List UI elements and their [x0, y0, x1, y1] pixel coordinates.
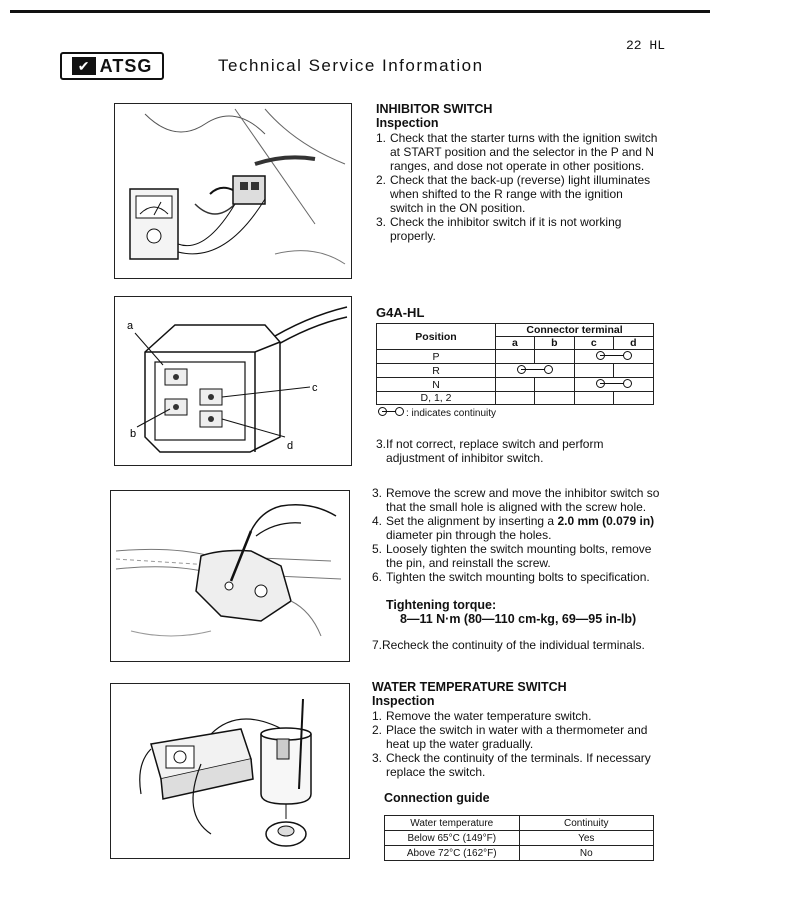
continuity-symbol-icon [594, 350, 634, 360]
table-row [377, 392, 654, 405]
connector-continuity-table [376, 323, 654, 405]
position-cell: D, 1, 2 [377, 392, 496, 405]
continuity-legend: : indicates continuity [376, 406, 658, 419]
position-cell: N [377, 378, 496, 392]
continuity-cell: Yes [519, 831, 654, 846]
list-item: 2. Place the switch in water with a thermometer and heat up the water gradually. [372, 723, 648, 751]
terminal-label-c: c [312, 382, 318, 394]
list-item: 3. Check the continuity of the terminals. If necessary replace the switch. [372, 751, 651, 779]
section-heading-inhibitor-switch: INHIBITOR SWITCH [376, 102, 493, 116]
connector-illustration [115, 297, 350, 464]
list-item: 2. Check that the back-up (reverse) light illuminates when shifted to the R range with the ignition switch in the ON position. [376, 173, 651, 215]
model-heading: G4A-HL [376, 305, 425, 320]
figure-inhibitor-tester [114, 103, 352, 279]
table-row [385, 846, 654, 861]
continuity-a-b [496, 364, 575, 378]
list-item: 4. Set the alignment by inserting a 2.0 mm (0.079 in) diameter pin through the holes. [372, 514, 655, 542]
continuity-symbol-icon [515, 364, 555, 374]
list-item: 3. Check the inhibitor switch if it is not working properly. [376, 215, 622, 243]
tester-illustration [115, 104, 350, 277]
position-cell: P [377, 350, 496, 364]
terminal-header: Connector terminal [496, 324, 654, 337]
connection-guide-table [384, 815, 654, 861]
table-row [385, 831, 654, 846]
pin-diameter-spec: 2.0 mm (0.079 in) [557, 514, 655, 528]
top-rule [10, 10, 710, 13]
connection-guide-heading: Connection guide [384, 791, 490, 805]
inhibitor-inspection-steps [376, 131, 658, 243]
list-item: 3. If not correct, replace switch and perform adjustment of inhibitor switch. [376, 437, 604, 465]
water-temp-inspection-steps [372, 709, 660, 779]
figure-connector-terminals [114, 296, 352, 466]
water-temp-illustration [111, 684, 348, 857]
terminal-label-a: a [127, 320, 134, 332]
continuity-symbol-icon [376, 406, 406, 416]
position-header: Position [377, 324, 496, 350]
position-cell: R [377, 364, 496, 378]
continuity-c-d [574, 350, 653, 364]
list-item: 7. Recheck the continuity of the individual terminals. [372, 638, 645, 652]
list-item: 1. Remove the water temperature switch. [372, 709, 592, 723]
table-row [377, 364, 654, 378]
table-row [377, 350, 654, 364]
terminal-c-header: c [574, 337, 613, 350]
alignment-illustration [111, 491, 348, 660]
torque-heading: Tightening torque: [386, 598, 497, 612]
terminal-a-header: a [496, 337, 535, 350]
list-item: 5. Loosely tighten the switch mounting bolts, remove the pin, and reinstall the screw. [372, 542, 652, 570]
terminal-d-header: d [613, 337, 653, 350]
logo-checkmark-icon: ✔ [72, 57, 96, 75]
list-item: 3. Remove the screw and move the inhibitor switch so that the small hole is aligned with the screw hole. [372, 486, 660, 514]
atsg-logo [60, 52, 164, 80]
temperature-cell: Above 72°C (162°F) [385, 846, 520, 861]
water-temp-header: Water temperature [385, 816, 520, 831]
continuity-cell: No [519, 846, 654, 861]
temperature-cell: Below 65°C (149°F) [385, 831, 520, 846]
section-heading-water-temp-switch: WATER TEMPERATURE SWITCH [372, 680, 567, 694]
terminal-label-b: b [130, 428, 137, 440]
page-number: 22 HL [626, 38, 666, 53]
list-item: 1. Check that the starter turns with the ignition switch at START position and the selector in the P and N ranges, and dose not operate in other positions. [376, 131, 658, 173]
logo-text: ATSG [99, 55, 153, 76]
torque-value: 8—11 N·m (80—110 cm-kg, 69—95 in-lb) [400, 612, 637, 626]
list-item: 6. Tighten the switch mounting bolts to specification. [372, 570, 650, 584]
subheading-inspection: Inspection [376, 116, 439, 130]
terminal-label-d: d [287, 440, 294, 452]
continuity-c-d [574, 378, 653, 392]
page-title: Technical Service Information [218, 56, 484, 75]
adjustment-steps [372, 486, 660, 584]
continuity-symbol-icon [594, 378, 634, 388]
subheading-inspection: Inspection [372, 694, 435, 708]
terminal-b-header: b [534, 337, 574, 350]
figure-water-temp-test [110, 683, 350, 859]
continuity-header: Continuity [519, 816, 654, 831]
table-row [377, 378, 654, 392]
figure-switch-alignment [110, 490, 350, 662]
